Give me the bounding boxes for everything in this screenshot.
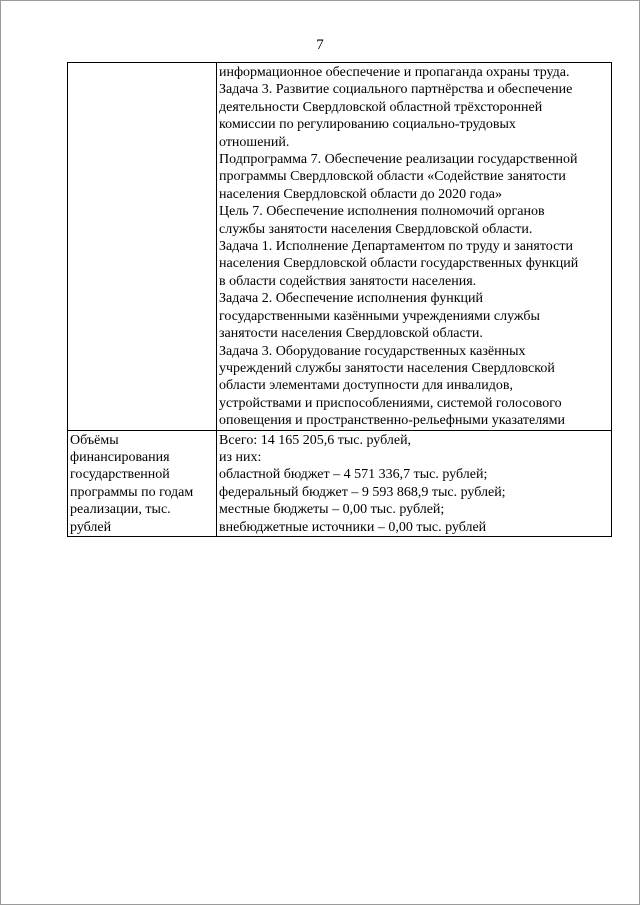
financing-total: Всего: 14 165 205,6 тыс. рублей, (219, 432, 412, 448)
text-line: области элементами доступности для инвалидов, (219, 378, 513, 394)
label-line: рублей (70, 519, 112, 535)
passport-table (67, 62, 612, 537)
financing-extrabudgetary: внебюджетные источники – 0,00 тыс. рублей (219, 519, 487, 535)
label-line: государственной (70, 467, 170, 483)
label-line: реализации, тыс. (70, 502, 171, 518)
text-line: учреждений службы занятости населения Свердловской (219, 360, 555, 376)
table-cell-left-empty (68, 63, 217, 431)
text-line: Цель 7. Обеспечение исполнения полномочий органов (219, 204, 545, 220)
text-line: государственными казёнными учреждениями службы (219, 308, 540, 324)
table-cell-financing-values (217, 430, 612, 536)
financing-federal-budget: федеральный бюджет – 9 593 868,9 тыс. рублей; (219, 484, 506, 500)
text-line: отношений. (219, 134, 290, 150)
page-number: 7 (316, 37, 324, 53)
text-line: деятельности Свердловской областной трёхсторонней (219, 99, 543, 115)
financing-local-budgets: местные бюджеты – 0,00 тыс. рублей; (219, 502, 445, 518)
table-row-goals (68, 63, 612, 431)
text-line: населения Свердловской области государственных функций (219, 256, 579, 272)
table-row-financing (68, 430, 612, 536)
text-line: Задача 3. Оборудование государственных казённых (219, 343, 526, 359)
text-line: оповещения и пространственно-рельефными указателями (219, 413, 566, 429)
financing-line: из них: (219, 449, 262, 465)
table-cell-financing-label (68, 430, 217, 536)
text-line: устройствами и приспособлениями, системой голосового (219, 395, 562, 411)
text-line: информационное обеспечение и пропаганда охраны труда. (219, 65, 570, 80)
text-line: программы Свердловской области «Содействие занятости (219, 169, 566, 185)
text-line: населения Свердловской области до 2020 года» (219, 186, 503, 202)
label-line: программы по годам (70, 484, 194, 500)
financing-regional-budget: областной бюджет – 4 571 336,7 тыс. рублей; (219, 467, 488, 483)
text-line: Задача 2. Обеспечение исполнения функций (219, 291, 484, 307)
text-line: службы занятости населения Свердловской области. (219, 221, 533, 237)
label-line: финансирования (70, 449, 170, 465)
label-line: Объёмы (70, 432, 119, 448)
text-line: в области содействия занятости населения. (219, 273, 477, 289)
text-line: комиссии по регулированию социально-трудовых (219, 117, 516, 133)
text-line: Подпрограмма 7. Обеспечение реализации государственной (219, 152, 578, 168)
text-line: занятости населения Свердловской области. (219, 326, 483, 342)
text-line: Задача 1. Исполнение Департаментом по труду и занятости (219, 239, 573, 255)
text-line: Задача 3. Развитие социального партнёрства и обеспечение (219, 82, 573, 98)
table-cell-goals-text (217, 63, 612, 431)
